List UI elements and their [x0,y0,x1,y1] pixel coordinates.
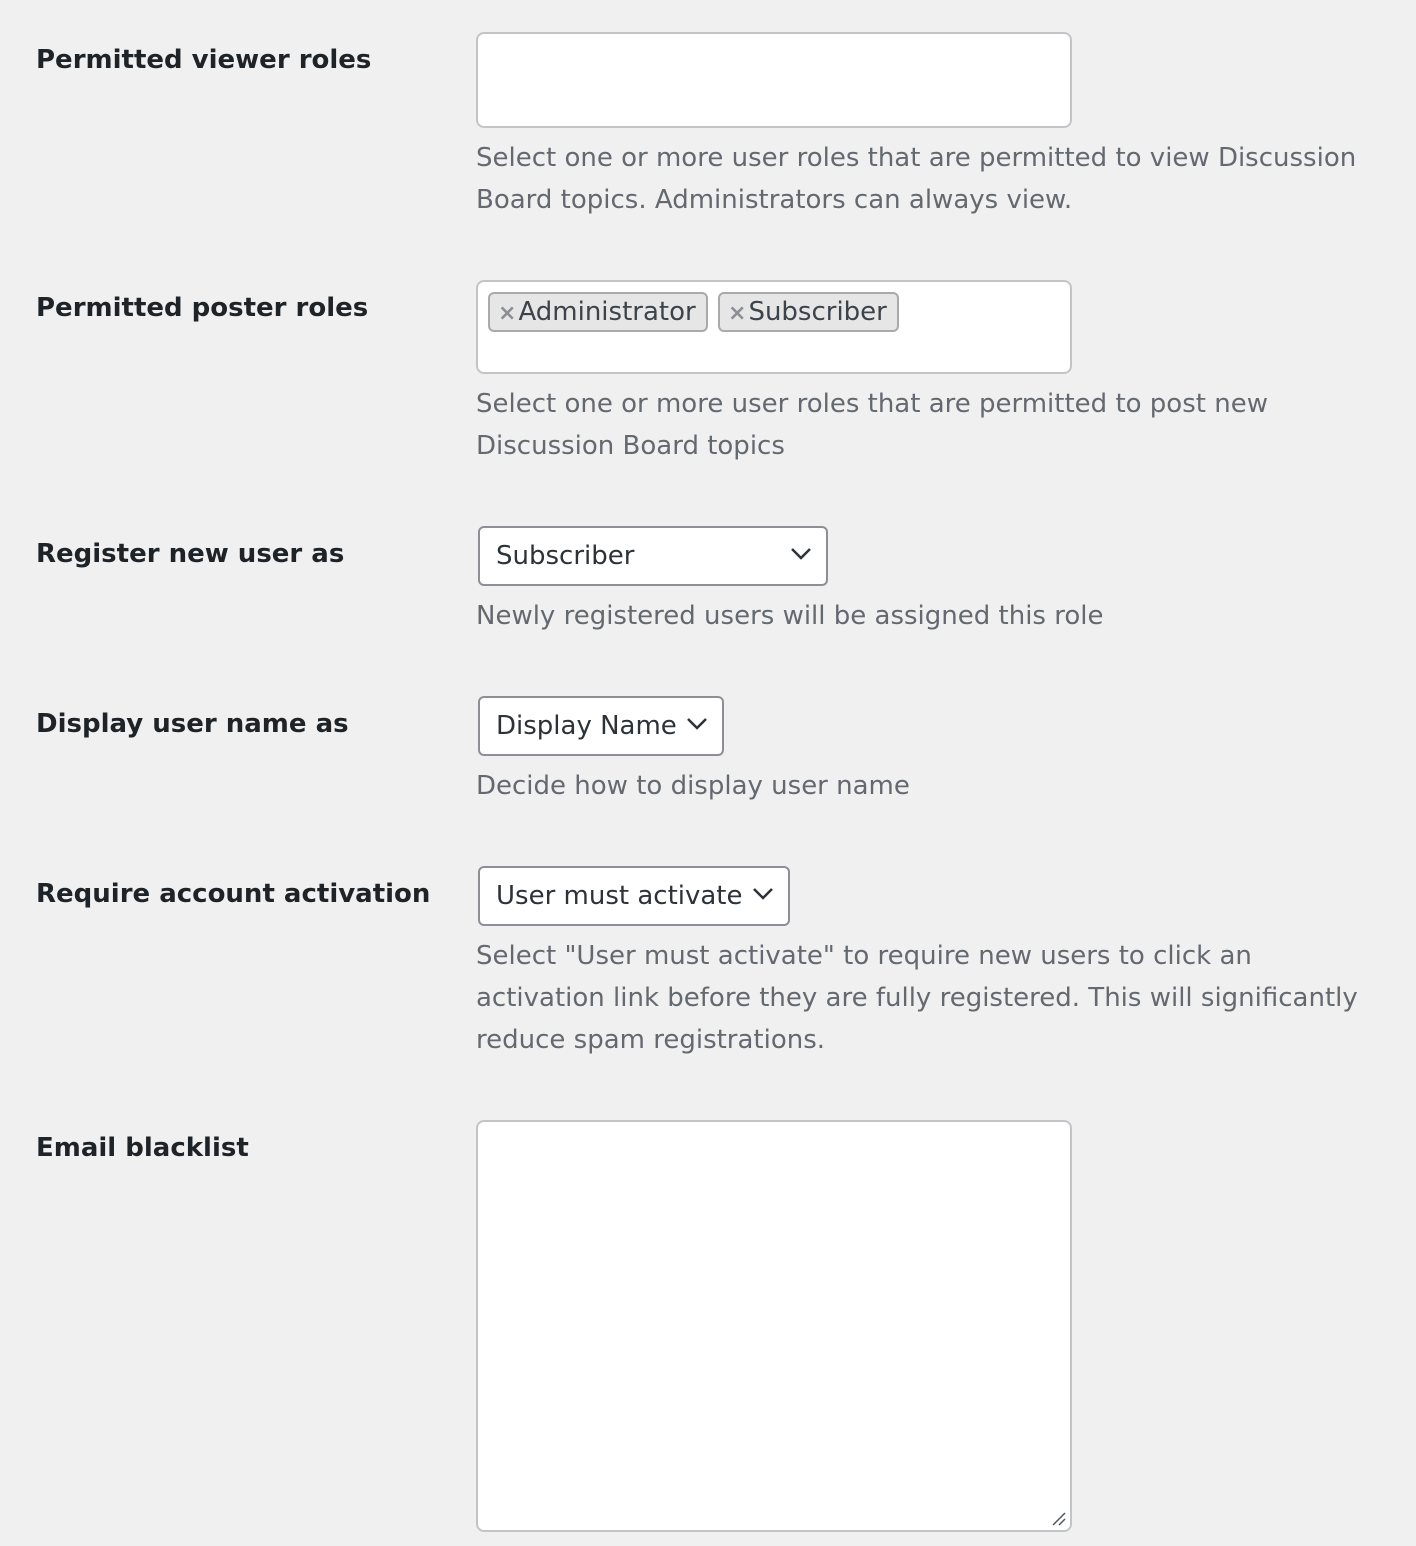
tag-administrator [488,292,708,332]
activation-select[interactable] [478,866,790,926]
activation-description: Select "User must activate" to require new users to click an activation link before they are fully registered. This will significantly reduce spam registrations. [476,941,1358,1055]
display-name-select[interactable] [478,696,724,756]
register-as-select[interactable] [478,526,828,586]
register-as-description: Newly registered users will be assigned this role [476,601,1104,631]
activation-label: Require account activation [36,879,431,909]
chevron-down-icon [790,547,812,561]
viewer-roles-description: Select one or more user roles that are permitted to view Discussion Board topics. Administrators can always view. [476,143,1357,215]
email-blacklist-label: Email blacklist [36,1133,249,1163]
remove-tag-icon[interactable]: × [498,301,517,326]
activation-value: User must activate [496,881,743,911]
chevron-down-icon [686,717,708,731]
display-name-label: Display user name as [36,709,349,739]
email-blacklist-textarea[interactable] [476,1120,1072,1532]
tag-label: Subscriber [748,297,887,327]
display-name-value: Display Name [496,711,677,741]
remove-tag-icon[interactable]: × [728,301,747,326]
poster-roles-description: Select one or more user roles that are permitted to post new Discussion Board topics [476,389,1268,461]
register-as-value: Subscriber [496,541,635,571]
poster-roles-multiselect[interactable] [476,280,1072,374]
tag-label: Administrator [518,297,696,327]
chevron-down-icon [752,887,774,901]
resize-handle-icon[interactable] [1050,1510,1066,1526]
viewer-roles-label: Permitted viewer roles [36,45,372,75]
poster-roles-label: Permitted poster roles [36,293,369,323]
tag-subscriber [718,292,899,332]
register-as-label: Register new user as [36,539,345,569]
display-name-description: Decide how to display user name [476,771,910,801]
viewer-roles-multiselect[interactable] [476,32,1072,128]
